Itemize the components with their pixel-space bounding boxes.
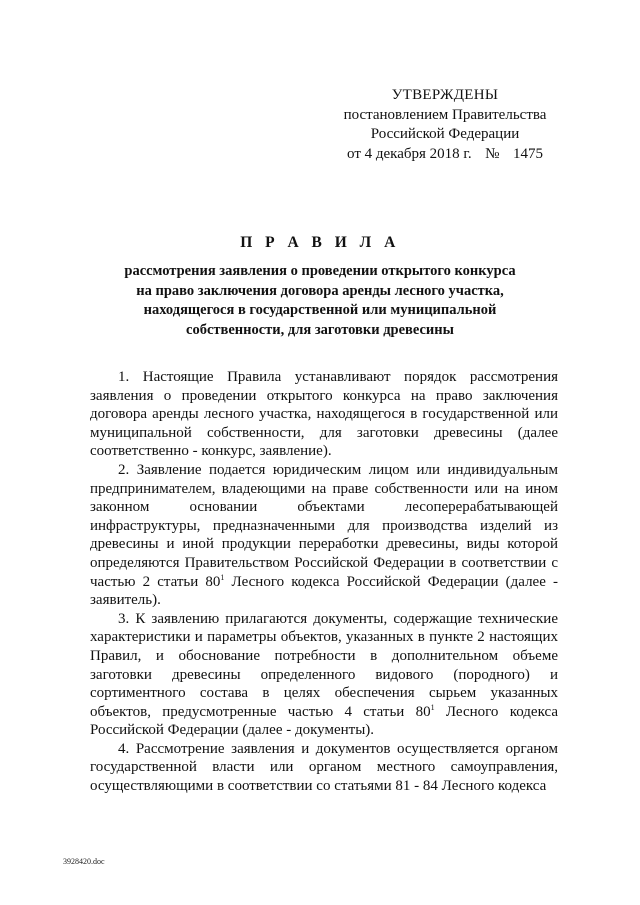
paragraph-4: 4. Рассмотрение заявления и документов осуществляется органом государственной власти или органом местного самоуправления, осуществляющими в соответствии со статьями 81 - 84 Лесного кодекса — [90, 740, 558, 795]
subtitle-line: на право заключения договора аренды лесного участка, — [136, 282, 504, 299]
approval-block — [330, 86, 560, 164]
paragraph-2-text: 2. Заявление подается юридическим лицом или индивидуальным предпринимателем, владеющими на праве собственности или на ином законном основании объектами лесоперерабатывающей инфраструктуры, предназначенными для производства изделий из древесины и иной продукции переработки древесины, виды которой определяются Правительством Российской Федерации в соответствии с частью 2 статьи 80 — [90, 461, 558, 590]
document-body — [90, 368, 558, 796]
paragraph-2 — [90, 461, 558, 610]
document-subtitle — [100, 262, 540, 340]
paragraph-3 — [90, 610, 558, 740]
approval-date: от 4 декабря 2018 г. — [347, 145, 472, 162]
subtitle-line: находящегося в государственной или муниципальной — [143, 302, 497, 318]
approval-line-government: постановлением Правительства — [343, 106, 547, 123]
subtitle-line: собственности, для заготовки древесины — [186, 321, 454, 338]
superscript-article-number: 1 — [220, 572, 225, 582]
footer-file-name: 3928420.doc — [63, 857, 105, 866]
subtitle-line: рассмотрения заявления о проведении открытого конкурса — [124, 263, 516, 279]
approval-line-federation: Российской Федерации — [370, 126, 520, 142]
document-title: П Р А В И Л А — [240, 234, 400, 251]
paragraph-1: 1. Настоящие Правила устанавливают порядок рассмотрения заявления о проведении открытого конкурса на право заключения договора аренды лесного участка, находящегося в государственной или муниципальной собственности, для заготовки древесины (далее соответственно - конкурс, заявление). — [90, 369, 558, 460]
superscript-article-number: 1 — [430, 702, 435, 712]
approval-title: УТВЕРЖДЕНЫ — [391, 87, 499, 103]
paragraph-3-text-end: Лесного кодекса Российской Федерации (далее - документы). — [90, 703, 558, 739]
approval-number-sign: № — [485, 145, 500, 162]
paragraph-2-text-end: Лесного кодекса Российской Федерации (далее - заявитель). — [90, 573, 558, 609]
paragraph-3-text: 3. К заявлению прилагаются документы, содержащие технические характеристики и параметры объектов, указанных в пункте 2 настоящих Правил, и обоснование потребности в дополнительном объеме заготовки древесины определенного видового (породного) и сортиментного состава в целях обеспечения сырьем указанных объектов, предусмотренные частью 4 статьи 80 — [90, 610, 558, 720]
approval-date-line — [330, 145, 560, 165]
approval-number: 1475 — [512, 145, 543, 162]
